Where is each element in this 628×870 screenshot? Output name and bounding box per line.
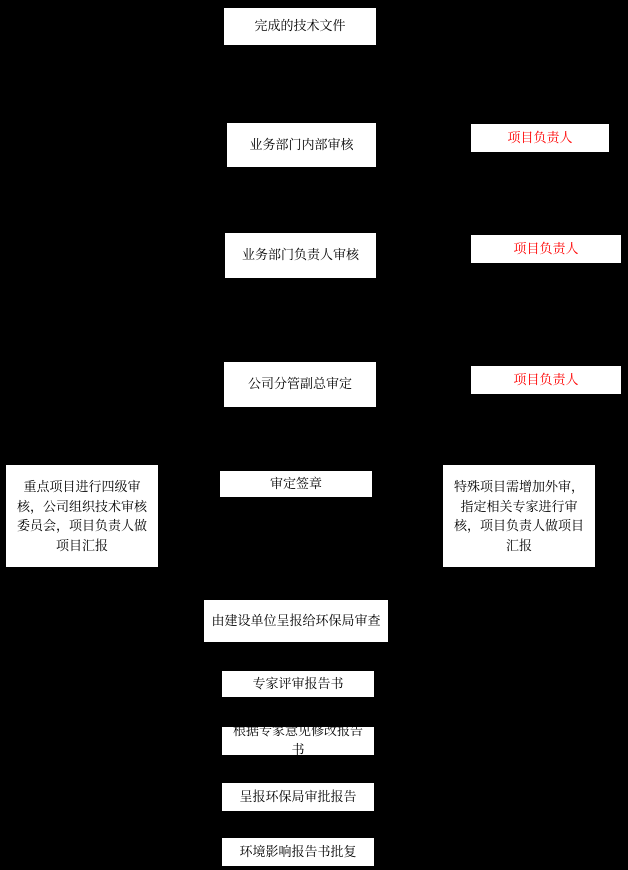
node-expert-review-report: 专家评审报告书 <box>221 670 375 698</box>
node-eia-report-approval: 环境影响报告书批复 <box>221 837 375 867</box>
node-submit-to-epb: 由建设单位呈报给环保局审查 <box>203 599 389 643</box>
node-vice-president-approval: 公司分管副总审定 <box>223 361 377 408</box>
node-project-leader-3: 项目负责人 <box>470 365 622 395</box>
node-submit-report-for-approval: 呈报环保局审批报告 <box>221 782 375 812</box>
node-special-project-external-review: 特殊项目需增加外审，指定相关专家进行审核，项目负责人做项目汇报 <box>442 464 596 568</box>
node-completed-technical-document: 完成的技术文件 <box>223 7 377 46</box>
node-revise-report-per-expert: 根据专家意见修改报告书 <box>221 726 375 756</box>
node-department-internal-review: 业务部门内部审核 <box>226 122 377 168</box>
node-department-head-review: 业务部门负责人审核 <box>224 232 377 279</box>
node-project-leader-1: 项目负责人 <box>470 123 610 153</box>
node-project-leader-2: 项目负责人 <box>470 234 622 264</box>
node-key-project-four-level-review: 重点项目进行四级审核，公司组织技术审核委员会，项目负责人做项目汇报 <box>5 464 159 568</box>
node-approval-signature: 审定签章 <box>219 470 373 498</box>
